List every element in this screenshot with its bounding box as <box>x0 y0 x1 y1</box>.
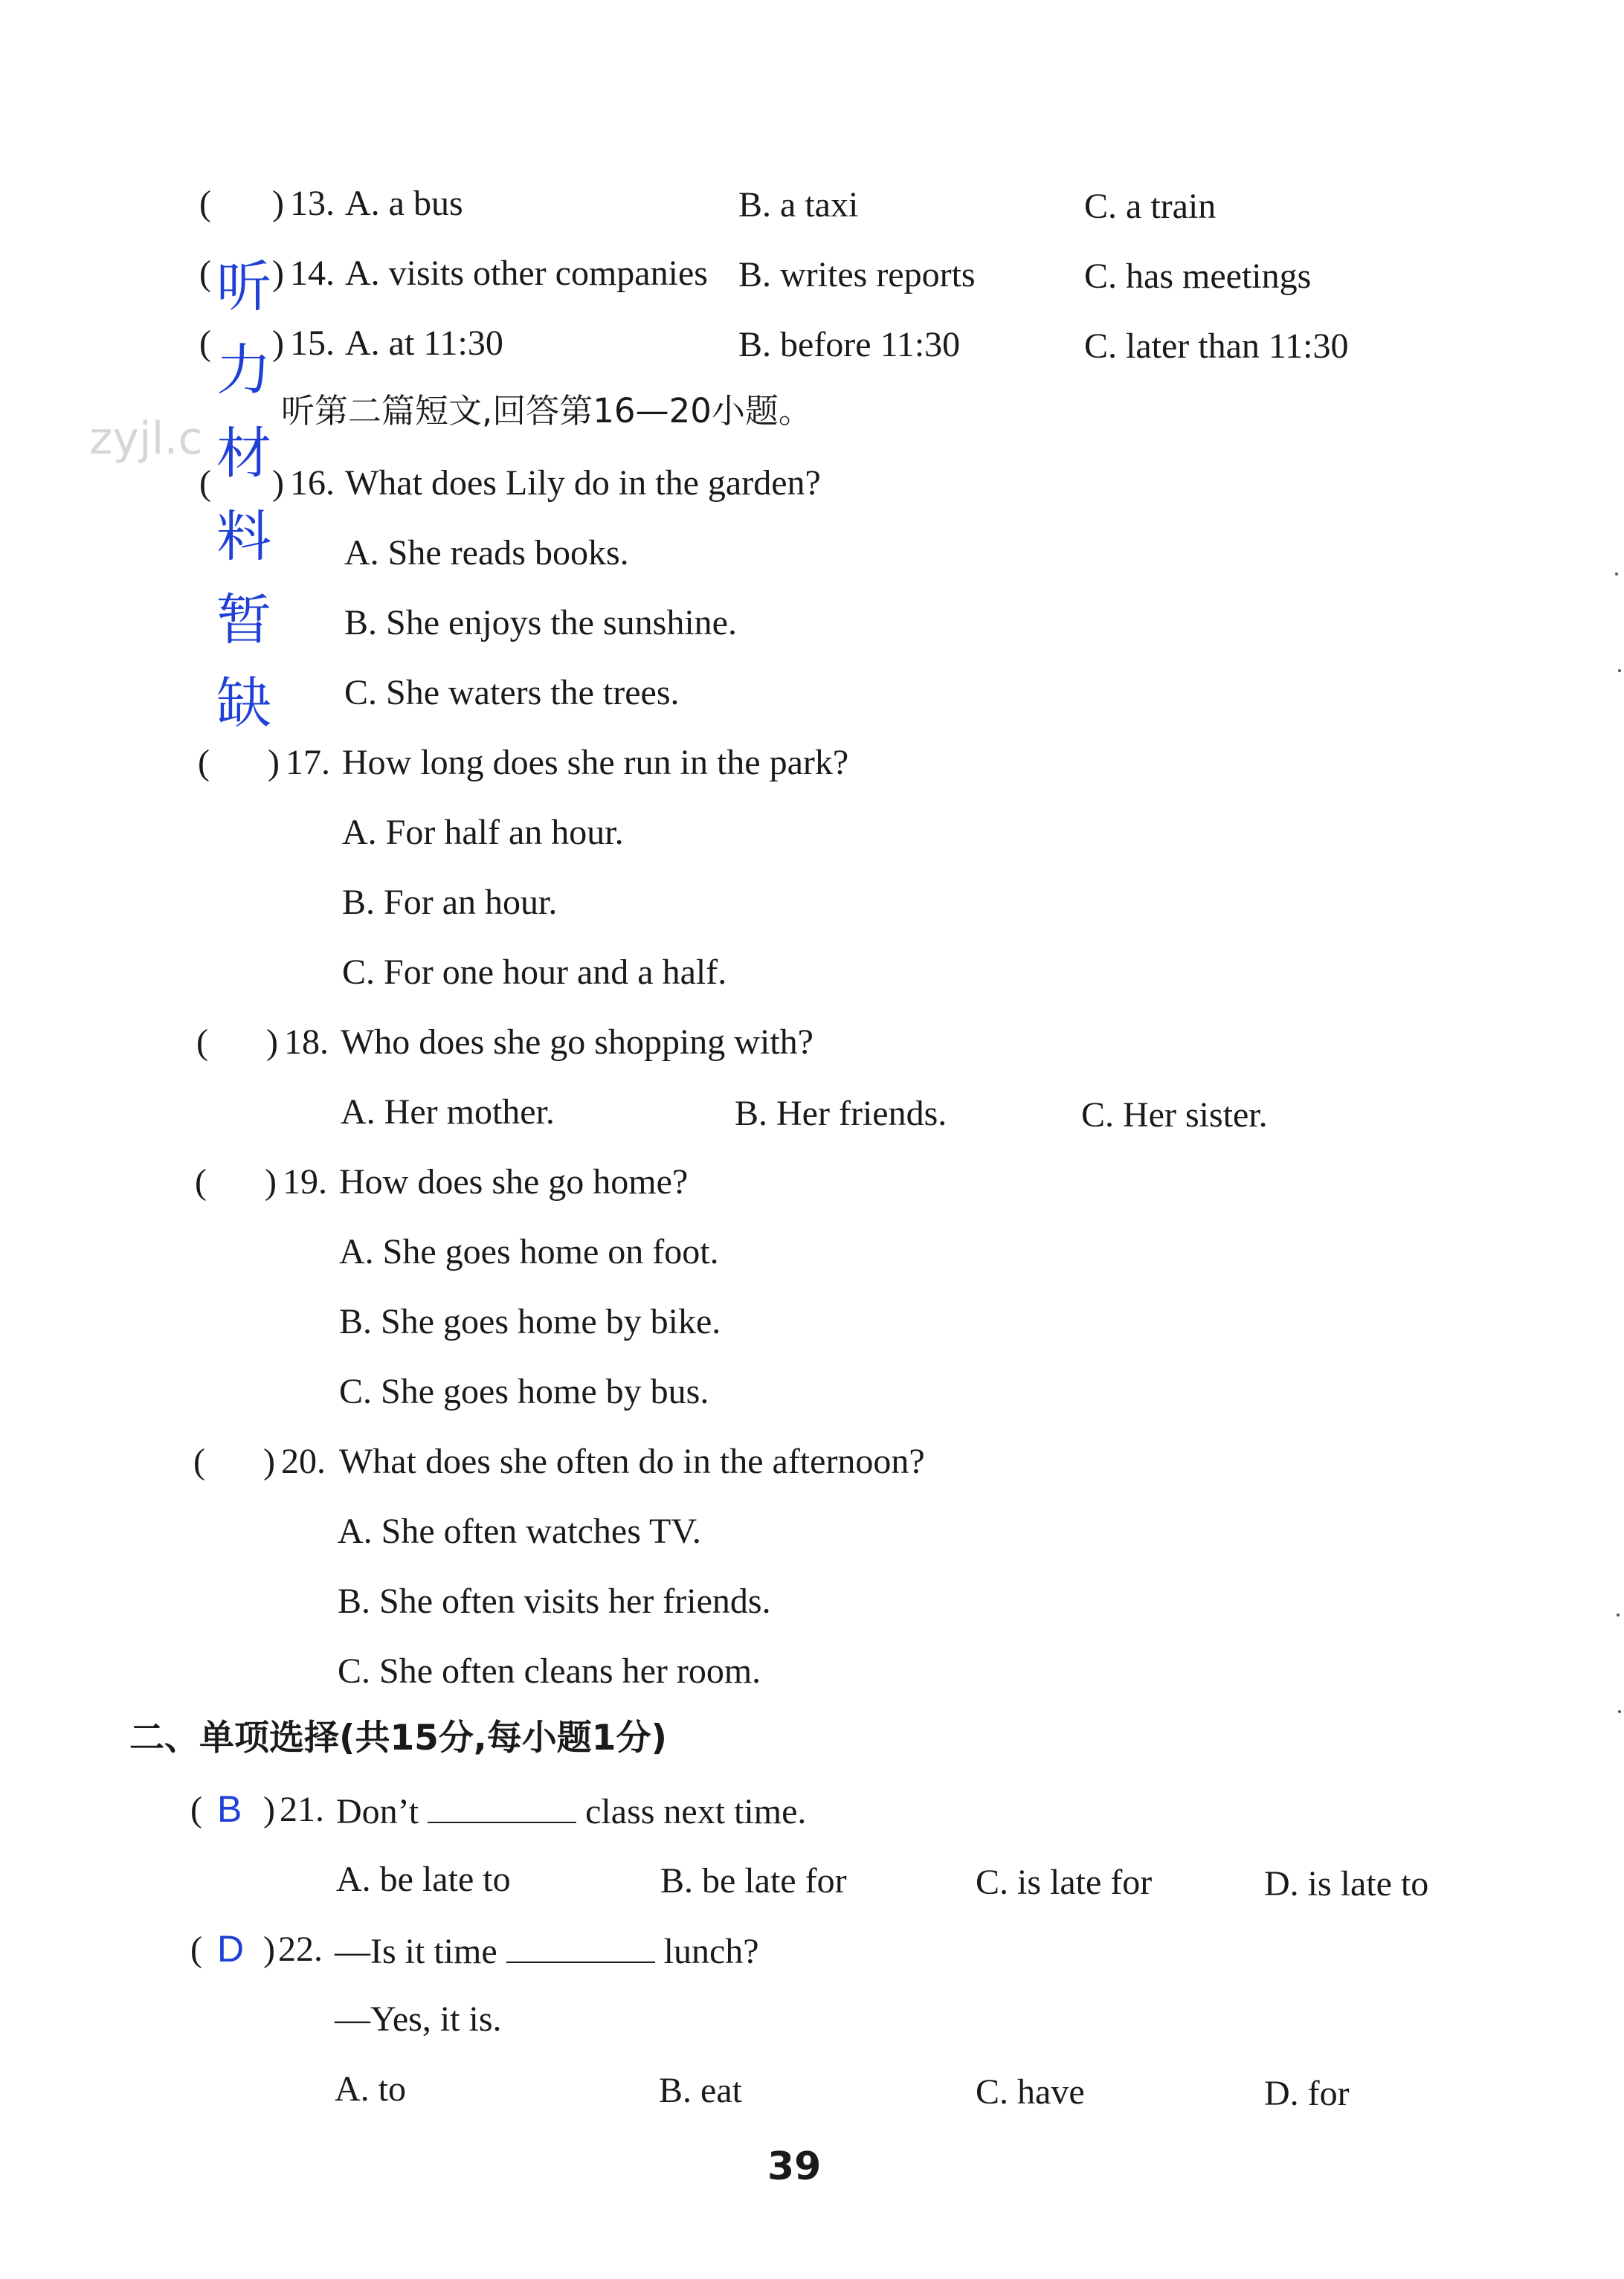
option-c: C. She goes home by bus. <box>339 1372 709 1411</box>
option-c: C. Her sister. <box>1081 1095 1268 1135</box>
question-number: 20. <box>281 1442 326 1481</box>
section-heading: 二、单项选择(共15分,每小题1分) <box>129 1718 667 1759</box>
question-stem: How long does she run in the park? <box>342 743 849 782</box>
option-a: A. She reads books. <box>344 533 629 573</box>
answer-paren-close: ) <box>272 254 284 293</box>
option-c: C. later than 11:30 <box>1084 326 1349 366</box>
answer-paren-open: ( <box>195 1162 207 1202</box>
answer-paren-close: ) <box>266 1022 278 1062</box>
answer-paren-open: ( <box>193 1442 205 1481</box>
filled-answer: B <box>217 1788 242 1830</box>
option-b: B. eat <box>659 2071 742 2110</box>
question-number: 21. <box>280 1790 324 1829</box>
option-c: C. a train <box>1084 187 1217 226</box>
option-c: C. have <box>976 2072 1085 2112</box>
stamp-char: 料 <box>216 505 271 569</box>
stem-after-blank: lunch? <box>663 1932 759 1971</box>
stamp-char: 听 <box>216 255 271 319</box>
answer-paren-open: ( <box>199 184 211 223</box>
answer-paren-open: ( <box>196 1022 208 1062</box>
filled-answer: D <box>217 1928 245 1970</box>
option-c: C. She often cleans her room. <box>338 1651 761 1691</box>
answer-paren-open: ( <box>199 254 211 293</box>
question-number: 18. <box>284 1022 329 1062</box>
option-b: B. She goes home by bike. <box>339 1302 721 1341</box>
option-a: A. at 11:30 <box>345 323 503 363</box>
question-stem: How does she go home? <box>339 1162 689 1202</box>
option-b: B. before 11:30 <box>738 325 961 364</box>
option-b: B. She enjoys the sunshine. <box>344 603 737 642</box>
answer-paren-close: ) <box>272 184 284 223</box>
answer-paren-open: ( <box>190 1930 202 1969</box>
option-c: C. For one hour and a half. <box>342 952 727 992</box>
option-a: A. to <box>335 2069 406 2109</box>
page-number: 39 <box>767 2144 822 2189</box>
question-stem <box>336 1792 806 1830</box>
passage-2-instruction: 听第二篇短文,回答第16—20小题。 <box>281 391 812 431</box>
option-b: B. For an hour. <box>342 883 558 922</box>
scan-speck <box>1615 573 1618 576</box>
answer-paren-close: ) <box>265 1162 277 1202</box>
option-c: C. is late for <box>976 1863 1153 1902</box>
option-a: A. visits other companies <box>345 254 708 293</box>
answer-paren-open: ( <box>190 1790 202 1829</box>
stem-after-blank: class next time. <box>585 1792 807 1831</box>
stamp-char: 力 <box>216 338 271 402</box>
answer-paren-close: ) <box>272 323 284 363</box>
option-b: B. writes reports <box>738 255 976 294</box>
question-stem: What does she often do in the afternoon? <box>339 1442 925 1481</box>
option-c: C. She waters the trees. <box>344 673 680 712</box>
question-stem: Who does she go shopping with? <box>341 1022 813 1062</box>
question-stem <box>335 1932 759 1970</box>
scan-speck <box>1618 1710 1621 1713</box>
answer-paren-close: ) <box>263 1790 275 1829</box>
answer-paren-open: ( <box>198 743 210 782</box>
option-a: A. be late to <box>336 1860 511 1899</box>
answer-blank <box>428 1792 576 1823</box>
question-number: 19. <box>283 1162 327 1202</box>
stem-before-blank: Don’t <box>336 1792 419 1831</box>
stamp-char: 材 <box>216 422 271 486</box>
scan-speck <box>1617 1614 1620 1616</box>
answer-paren-close: ) <box>263 1442 275 1481</box>
watermark: zyjl.c <box>89 413 203 465</box>
option-a: A. a bus <box>345 184 463 223</box>
stamp-char: 缺 <box>216 671 271 735</box>
question-number: 16. <box>290 463 335 503</box>
stem-before-blank: —Is it time <box>335 1932 497 1971</box>
option-b: B. Her friends. <box>735 1094 947 1133</box>
option-c: C. has meetings <box>1084 257 1312 296</box>
question-number: 13. <box>290 184 335 223</box>
option-d: D. for <box>1264 2074 1350 2113</box>
question-number: 14. <box>290 254 335 293</box>
listening-missing-stamp <box>210 245 277 745</box>
question-number: 17. <box>286 743 330 782</box>
answer-paren-open: ( <box>199 463 211 503</box>
scan-speck <box>1618 669 1621 672</box>
answer-paren-close: ) <box>272 463 284 503</box>
answer-paren-close: ) <box>268 743 280 782</box>
question-number: 15. <box>290 323 335 363</box>
answer-blank <box>506 1932 655 1963</box>
option-b: B. be late for <box>660 1861 847 1901</box>
option-a: A. She goes home on foot. <box>339 1232 719 1271</box>
question-stem: What does Lily do in the garden? <box>345 463 821 503</box>
option-b: B. a taxi <box>738 185 859 225</box>
stamp-char: 暂 <box>216 588 271 652</box>
option-a: A. Her mother. <box>341 1092 555 1132</box>
question-number: 22. <box>278 1930 323 1969</box>
option-a: A. For half an hour. <box>342 813 624 852</box>
option-d: D. is late to <box>1264 1864 1429 1904</box>
answer-paren-close: ) <box>263 1930 275 1969</box>
option-b: B. She often visits her friends. <box>338 1582 771 1621</box>
option-a: A. She often watches TV. <box>338 1512 701 1551</box>
dialogue-reply: —Yes, it is. <box>335 1999 502 2039</box>
answer-paren-open: ( <box>199 323 211 363</box>
